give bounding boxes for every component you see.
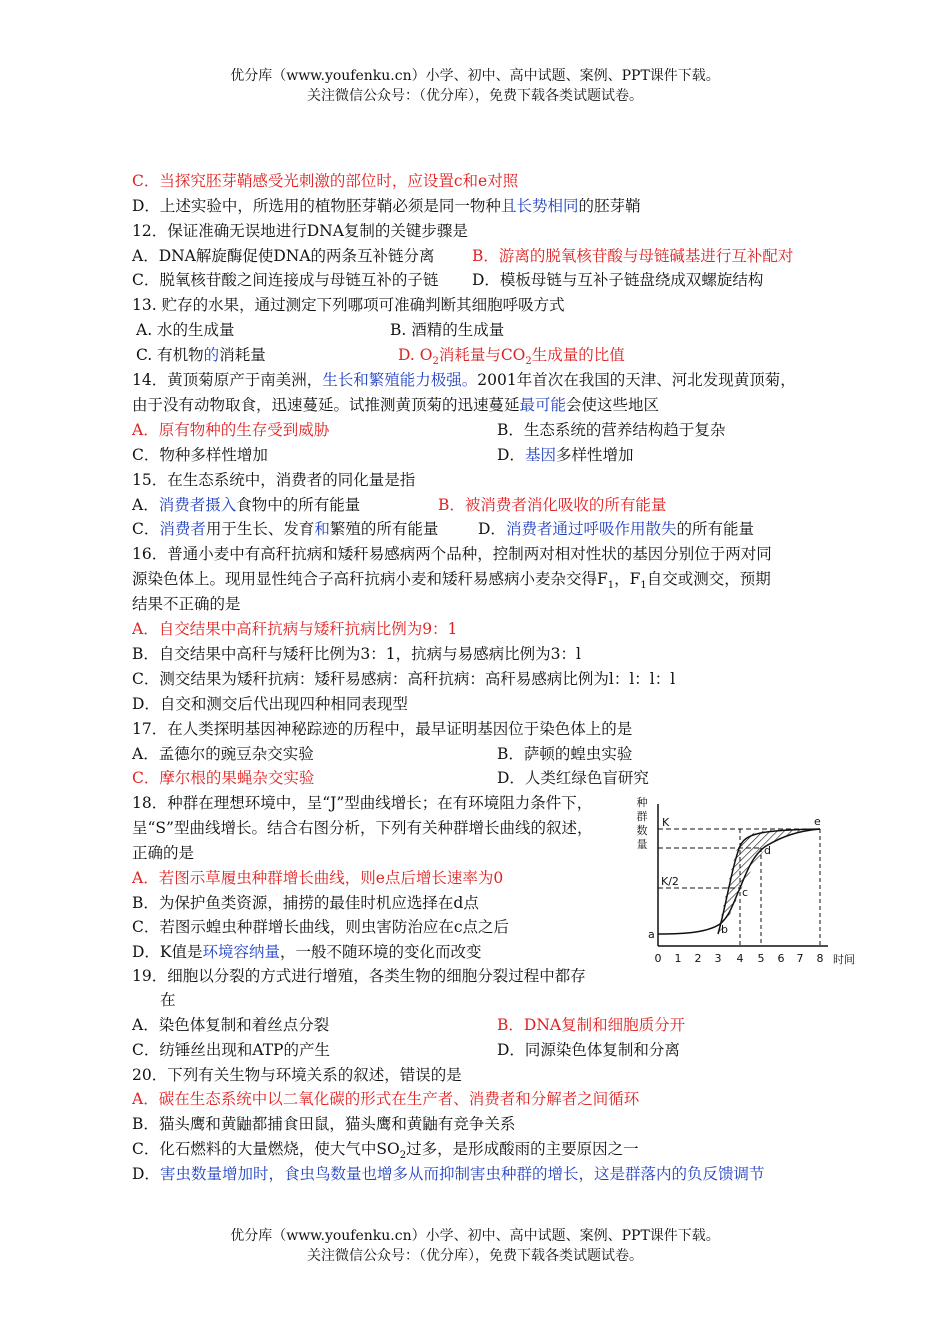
q17-option-c: C．摩尔根的果蝇杂交实验 bbox=[132, 769, 315, 787]
x-tick-3: 3 bbox=[714, 952, 722, 965]
q14-l1-text: 14．黄顶菊原产于南美洲， bbox=[132, 371, 323, 389]
q19-stem-line-2: 在 bbox=[160, 991, 176, 1009]
q15-c-text: C． bbox=[132, 520, 160, 538]
q18-d-end: ，一般不随环境的变化而改变 bbox=[280, 943, 482, 961]
x-tick-0: 0 bbox=[654, 952, 662, 965]
x-tick-4: 4 bbox=[736, 952, 744, 965]
q20-stem: 20．下列有关生物与环境关系的叙述，错误的是 bbox=[132, 1066, 462, 1084]
q13-d-text: D. O bbox=[398, 346, 433, 364]
q11-d-text-end: 的胚芽鞘 bbox=[578, 197, 641, 215]
q16-l2-end: 自交或测交，预期 bbox=[646, 570, 771, 588]
x-tick-8: 8 bbox=[816, 952, 824, 965]
y-axis-label-3: 数 bbox=[636, 824, 648, 837]
x-tick-5: 5 bbox=[757, 952, 765, 965]
q15-c-highlight-2: 和 bbox=[314, 520, 330, 538]
q15-c-highlight: 消费者 bbox=[159, 520, 206, 538]
q15-option-c bbox=[132, 517, 438, 541]
q20-c-end: 过多，是形成酸雨的主要原因之一 bbox=[406, 1140, 639, 1158]
q15-d-text: D． bbox=[478, 520, 506, 538]
q14-stem-line-1 bbox=[132, 368, 796, 392]
q13-d-sub2: 2 bbox=[525, 356, 532, 368]
q19-option-a: A．染色体复制和着丝点分裂 bbox=[132, 1016, 330, 1034]
q14-d-end: 多样性增加 bbox=[555, 446, 634, 464]
y-axis-label-4: 量 bbox=[636, 838, 648, 851]
q11-option-d bbox=[132, 194, 640, 218]
q16-stem-line-1: 16．普通小麦中有高秆抗病和矮秆易感病两个品种，控制两对相对性状的基因分别位于两对同 bbox=[132, 545, 772, 563]
q20-option-d bbox=[132, 1162, 764, 1186]
point-label-d: d bbox=[764, 844, 771, 857]
q15-option-d bbox=[478, 517, 754, 541]
q13-d-mid: 消耗量与CO bbox=[438, 346, 526, 364]
q15-d-end: 的所有能量 bbox=[676, 520, 754, 538]
q15-a-highlight: 消费者摄入 bbox=[158, 496, 237, 514]
q17-stem: 17．在人类探明基因神秘踪迹的历程中，最早证明基因位于染色体上的是 bbox=[132, 720, 633, 738]
q13-c-text-end: 消耗量 bbox=[219, 346, 266, 364]
q16-option-c: C．测交结果为矮秆抗病：矮秆易感病：高秆抗病：高秆易感病比例为l：l：l：l bbox=[132, 670, 676, 688]
q18-option-b: B．为保护鱼类资源，捕捞的最佳时机应选择在d点 bbox=[132, 894, 479, 912]
q19-option-c: C．纺锤丝出现和ATP的产生 bbox=[132, 1041, 330, 1059]
q15-stem: 15．在生态系统中，消费者的同化量是指 bbox=[132, 471, 416, 489]
tick-label-k: K bbox=[662, 816, 670, 829]
q13-option-b: B. 酒精的生成量 bbox=[390, 321, 505, 339]
header-line-1: 优分库（www.youfenku.cn）小学、初中、高中试题、案例、PPT课件下载。 bbox=[230, 68, 720, 84]
q11-option-c: C．当探究胚芽鞘感受光刺激的部位时，应设置c和e对照 bbox=[132, 172, 519, 190]
q18-stem-line-2: 呈“S”型曲线增长。结合右图分析，下列有关种群增长曲线的叙述， bbox=[132, 819, 593, 837]
point-label-a: a bbox=[648, 928, 655, 941]
q20-option-a: A．碳在生态系统中以二氧化碳的形式在生产者、消费者和分解者之间循环 bbox=[132, 1090, 640, 1108]
q16-l2-sub2: 1 bbox=[640, 580, 647, 592]
tick-label-k2: K/2 bbox=[661, 875, 679, 888]
q16-stem-line-3: 结果不正确的是 bbox=[132, 595, 241, 613]
q20-d-text: D． bbox=[132, 1165, 160, 1183]
q14-l2-highlight: 最可能 bbox=[519, 396, 567, 414]
q17-option-d: D．人类红绿色盲研究 bbox=[497, 769, 649, 787]
q14-option-b: B．生态系统的营养结构趋于复杂 bbox=[497, 421, 726, 439]
q18-stem-line-3: 正确的是 bbox=[132, 844, 195, 862]
q11-d-text: D．上述实验中，所选用的植物胚芽鞘必须是同一物种 bbox=[132, 197, 501, 215]
q14-l2-text: 由于没有动物取食，迅速蔓延。试推测黄顶菊的迅速蔓延 bbox=[132, 396, 520, 414]
q14-option-d bbox=[497, 443, 633, 467]
point-label-b: b bbox=[721, 923, 728, 936]
q17-option-a: A．孟德尔的豌豆杂交实验 bbox=[132, 745, 314, 763]
x-tick-2: 2 bbox=[694, 952, 702, 965]
q13-d-end: 生成量的比值 bbox=[531, 346, 625, 364]
x-tick-labels bbox=[655, 952, 824, 965]
q20-c-text: C．化石燃料的大量燃烧，使大气中SO bbox=[132, 1140, 400, 1158]
q18-stem-line-1: 18．种群在理想环境中，呈“J”型曲线增长；在有环境阻力条件下， bbox=[132, 794, 593, 812]
footer-line-2: 关注微信公众号：（优分库），免费下载各类试题试卷。 bbox=[307, 1248, 643, 1264]
q18-d-highlight: 环境容纳量 bbox=[202, 943, 281, 961]
q19-option-b: B．DNA复制和细胞质分开 bbox=[497, 1016, 686, 1034]
x-tick-6: 6 bbox=[777, 952, 785, 965]
q13-option-a: A. 水的生成量 bbox=[136, 321, 235, 339]
q15-option-b: B．被消费者消化吸收的所有能量 bbox=[438, 496, 667, 514]
q14-d-highlight: 基因 bbox=[524, 446, 556, 464]
q13-stem: 13. 贮存的水果，通过测定下列哪项可准确判断其细胞呼吸方式 bbox=[132, 296, 565, 314]
population-growth-chart bbox=[628, 796, 863, 976]
header-line-2: 关注微信公众号：（优分库），免费下载各类试题试卷。 bbox=[307, 88, 643, 104]
q18-option-a: A．若图示草履虫种群增长曲线，则e点后增长速率为0 bbox=[132, 869, 504, 887]
q14-stem-line-2 bbox=[132, 393, 659, 417]
q15-c-mid: 用于生长、发育 bbox=[205, 520, 315, 538]
q16-l2-text: 源染色体上。现用显性纯合子高秆抗病小麦和矮秆易感病小麦杂交得F bbox=[132, 570, 608, 588]
q13-d-sub: 2 bbox=[432, 356, 439, 368]
q12-stem: 12．保证准确无误地进行DNA复制的关键步骤是 bbox=[132, 222, 468, 240]
q14-option-a: A．原有物种的生存受到威胁 bbox=[132, 421, 330, 439]
q13-c-text: C. 有机物 bbox=[136, 346, 204, 364]
q12-option-d: D．模板母链与互补子链盘绕成双螺旋结构 bbox=[472, 271, 764, 289]
q18-option-d bbox=[132, 940, 482, 964]
q12-option-c: C．脱氧核苷酸之间连接成与母链互补的子链 bbox=[132, 271, 439, 289]
q15-option-a bbox=[132, 493, 360, 517]
q18-d-text: D．K值是 bbox=[132, 943, 203, 961]
q19-option-d: D．同源染色体复制和分离 bbox=[497, 1041, 680, 1059]
y-axis-label-1: 种 bbox=[636, 796, 648, 809]
q11-d-highlight: 且长势相同 bbox=[500, 197, 579, 215]
q20-c-sub: 2 bbox=[399, 1150, 407, 1162]
q16-option-a: A．自交结果中高秆抗病与矮秆抗病比例为9：1 bbox=[132, 620, 458, 638]
q13-option-c bbox=[136, 343, 266, 367]
q15-d-highlight: 消费者通过呼吸作用散失 bbox=[505, 520, 677, 538]
x-tick-1: 1 bbox=[674, 952, 682, 965]
x-axis-label: 时间 bbox=[833, 953, 855, 966]
q15-a-end: 食物中的所有能量 bbox=[236, 496, 361, 514]
q14-l1-end: 2001年首次在我国的天津、河北发现黄顶菊， bbox=[477, 371, 796, 389]
q20-d-highlight: 害虫数量增加时，食虫鸟数量也增多从而抑制害虫种群的增长，这是群落内的负反馈调节 bbox=[159, 1165, 765, 1183]
q14-l2-end: 会使这些地区 bbox=[566, 396, 660, 414]
q14-d-text: D． bbox=[497, 446, 525, 464]
y-axis-label-2: 群 bbox=[636, 810, 648, 823]
x-tick-7: 7 bbox=[796, 952, 804, 965]
q15-c-end: 繁殖的所有能量 bbox=[329, 520, 439, 538]
q16-l2-sub: 1 bbox=[607, 580, 615, 592]
point-label-e: e bbox=[814, 815, 821, 828]
q15-a-text: A． bbox=[132, 496, 159, 514]
q16-option-d: D．自交和测交后代出现四种相同表现型 bbox=[132, 695, 408, 713]
footer-line-1: 优分库（www.youfenku.cn）小学、初中、高中试题、案例、PPT课件下载。 bbox=[230, 1228, 720, 1244]
q18-option-c: C．若图示蝗虫种群增长曲线，则虫害防治应在c点之后 bbox=[132, 918, 510, 936]
q19-stem-line-1: 19．细胞以分裂的方式进行增殖，各类生物的细胞分裂过程中都存 bbox=[132, 967, 586, 985]
q12-option-a: A．DNA解旋酶促使DNA的两条互补链分离 bbox=[132, 247, 435, 265]
q20-option-b: B．猫头鹰和黄鼬都捕食田鼠，猫头鹰和黄鼬有竞争关系 bbox=[132, 1115, 516, 1133]
q14-l1-highlight: 生长和繁殖能力极强。 bbox=[322, 371, 478, 389]
q16-l2-mid: ，F bbox=[614, 570, 641, 588]
point-label-c: c bbox=[742, 886, 749, 899]
q12-option-b: B．游离的脱氧核苷酸与母链碱基进行互补配对 bbox=[472, 247, 794, 265]
q14-option-c: C．物种多样性增加 bbox=[132, 446, 268, 464]
q17-option-b: B．萨顿的蝗虫实验 bbox=[497, 745, 633, 763]
q16-option-b: B．自交结果中高秆与矮秆比例为3：1，抗病与易感病比例为3：l bbox=[132, 645, 581, 663]
q13-c-highlight: 的 bbox=[203, 346, 220, 364]
